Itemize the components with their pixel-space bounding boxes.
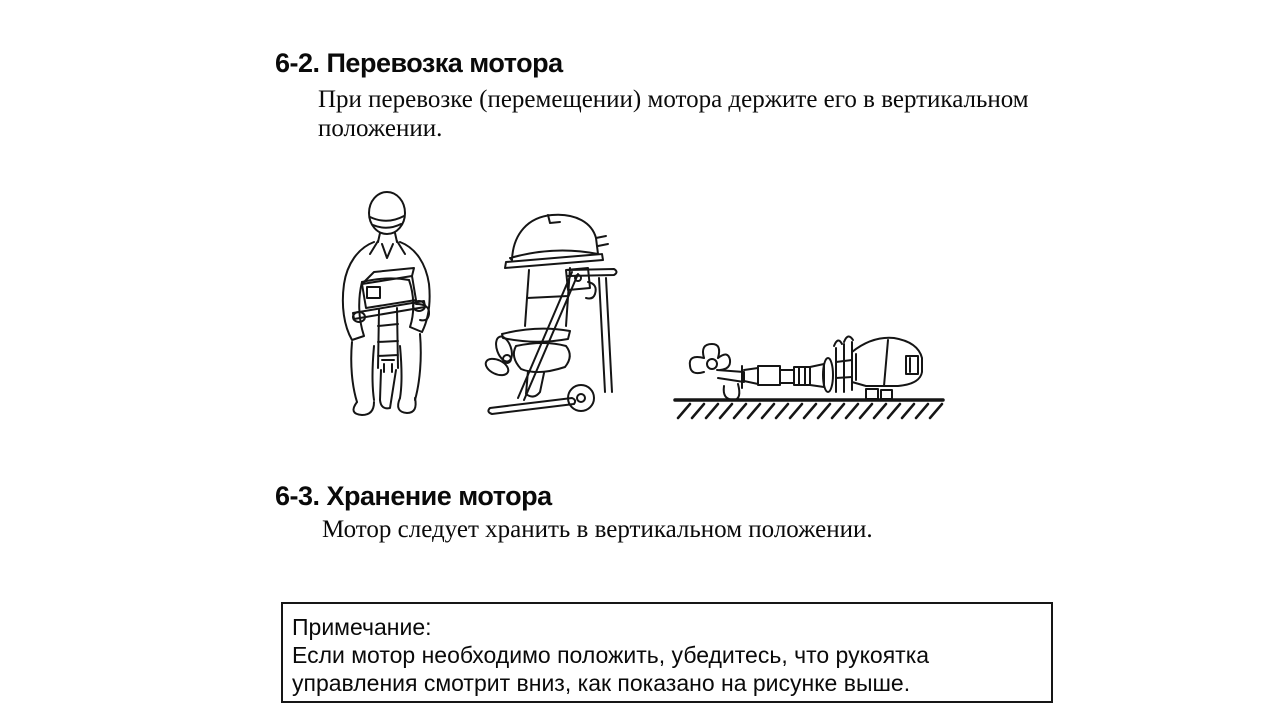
outboard-motor-on-wheeled-stand-illustration	[483, 215, 616, 414]
section-6-2-heading: 6-2. Перевозка мотора	[275, 48, 563, 78]
note-line-2: управления смотрит вниз, как показано на рисунке выше.	[292, 670, 911, 696]
section-6-3-heading: 6-3. Хранение мотора	[275, 481, 552, 511]
person-carrying-outboard-motor-illustration	[343, 192, 430, 415]
section-6-3-body: Мотор следует хранить в вертикальном положении.	[322, 516, 873, 543]
note-box	[281, 602, 1053, 703]
illustration-row	[332, 186, 952, 426]
note-line-1: Если мотор необходимо положить, убедитесь, что рукоятка	[292, 642, 930, 668]
note-title: Примечание:	[292, 614, 432, 640]
outboard-motor-lying-on-ground-illustration	[675, 336, 943, 418]
section-6-2-body: При перевозке (перемещении) мотора держите его в вертикальном положении.	[318, 86, 1029, 142]
